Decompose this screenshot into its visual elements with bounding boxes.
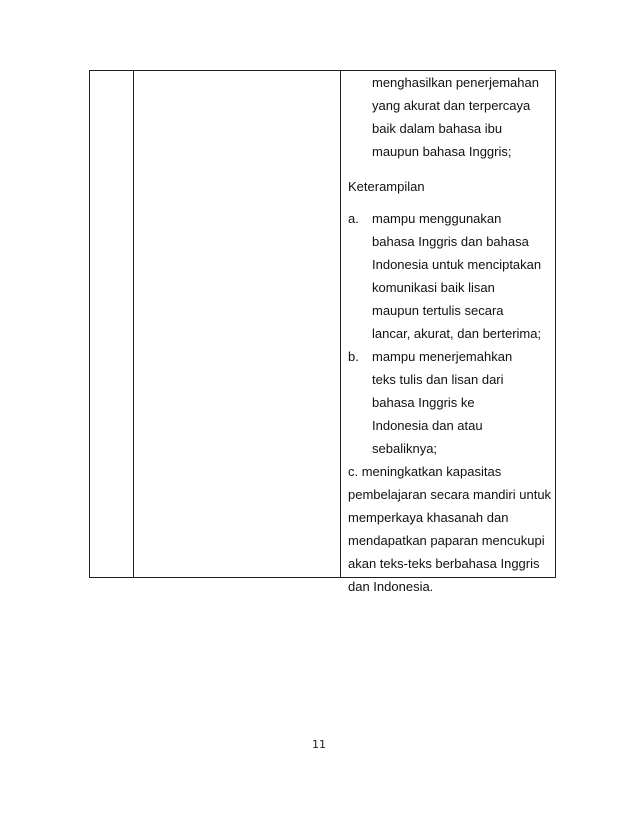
list-item-line: maupun tertulis secara (372, 303, 504, 318)
continuation-line: menghasilkan penerjemahan (372, 75, 539, 90)
list-item-line: sebaliknya; (372, 441, 438, 456)
continuation-line: yang akurat dan terpercaya (372, 98, 531, 113)
list-item-a (348, 207, 551, 345)
list-item-line: lancar, akurat, dan berterima; (372, 326, 542, 341)
table-column-number (90, 71, 134, 577)
page-number: 11 (312, 738, 326, 751)
list-item-c-line: c. meningkatkan kapasitas (348, 464, 502, 479)
list-item-c-line: dan Indonesia. (348, 579, 434, 594)
list-item-line: bahasa Inggris ke (372, 395, 475, 410)
list-item-line: Indonesia dan atau (372, 418, 483, 433)
description-text (348, 71, 551, 598)
list-item-line: komunikasi baik lisan (372, 280, 495, 295)
list-item-c-line: pembelajaran secara mandiri untuk (348, 487, 552, 502)
list-item-c-line: memperkaya khasanah dan (348, 510, 509, 525)
list-marker: a. (348, 211, 359, 226)
section-heading: Keterampilan (348, 179, 425, 194)
list-item-c-line: akan teks-teks berbahasa Inggris (348, 556, 540, 571)
list-item-c-line: mendapatkan paparan mencukupi (348, 533, 545, 548)
list-item-line: teks tulis dan lisan dari (372, 372, 504, 387)
list-item-line: bahasa Inggris dan bahasa (372, 234, 529, 249)
table-column-topic (134, 71, 341, 577)
continuation-line: baik dalam bahasa ibu (372, 121, 503, 136)
list-item-b (348, 345, 551, 460)
list-item-line: mampu menggunakan (372, 211, 502, 226)
list-marker: b. (348, 349, 359, 364)
list-item-line: Indonesia untuk menciptakan (372, 257, 542, 272)
continuation-line: maupun bahasa Inggris; (372, 144, 512, 159)
list-item-line: mampu menerjemahkan (372, 349, 513, 364)
table-column-description (341, 71, 555, 594)
content-table (89, 70, 556, 594)
